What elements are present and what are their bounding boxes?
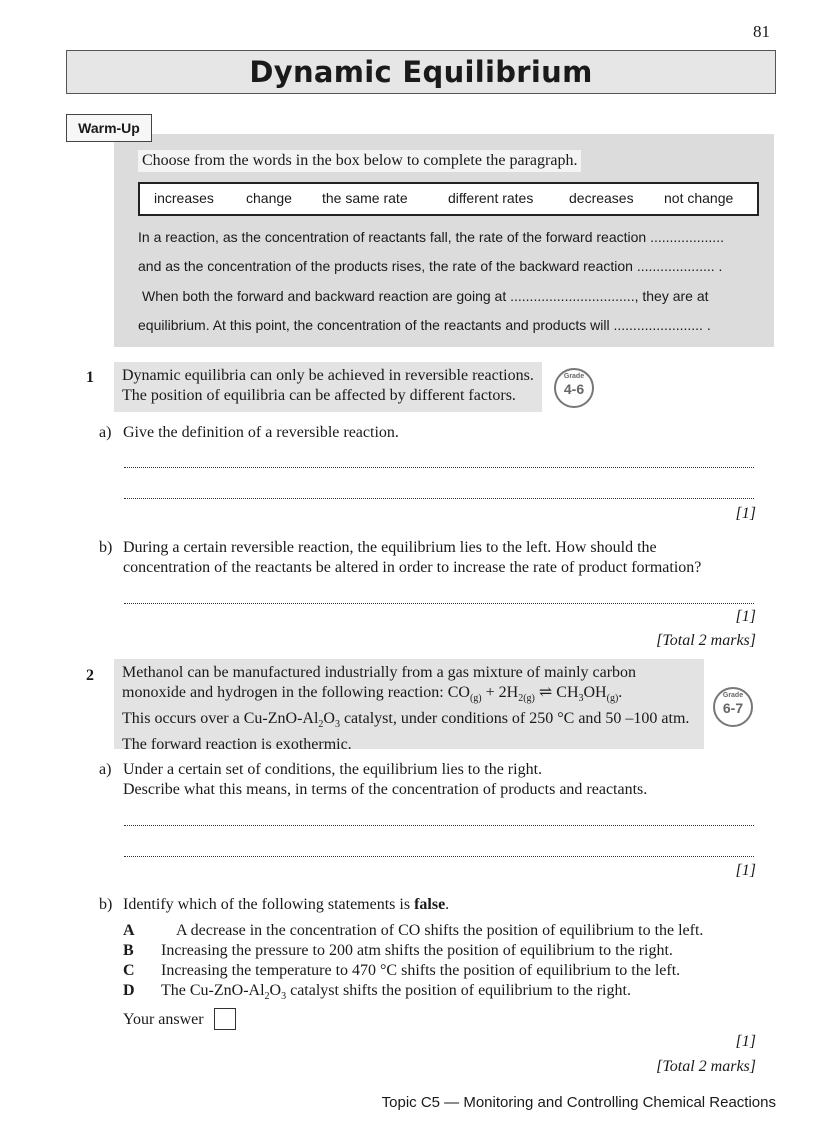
answer-line[interactable]: [124, 601, 754, 604]
mark-2a: [1]: [735, 862, 756, 879]
word-option: decreases: [569, 190, 634, 206]
answer-line[interactable]: [124, 496, 754, 499]
answer-line[interactable]: [124, 465, 754, 468]
mark-1a: [1]: [735, 505, 756, 522]
answer-line[interactable]: [124, 823, 754, 826]
answer-label: Your answer: [123, 1011, 204, 1028]
warmup-tab: Warm-Up: [66, 114, 152, 142]
option-letter: C: [123, 962, 135, 979]
question-1b-text: concentration of the reactants be altered in order to increase the rate of product formation?: [123, 559, 702, 576]
mark-2b: [1]: [735, 1033, 756, 1050]
question-2a-text: Describe what this means, in terms of the concentration of products and reactants.: [123, 781, 648, 798]
option-letter: D: [123, 982, 135, 999]
option-letter: B: [123, 942, 134, 959]
total-marks-q2: [Total 2 marks]: [656, 1058, 756, 1075]
question-2a-text: Under a certain set of conditions, the equilibrium lies to the right.: [123, 761, 543, 778]
question-2-intro-line: Methanol can be manufactured industrially from a gas mixture of mainly carbon: [122, 664, 637, 681]
question-2-intro-line: monoxide and hydrogen in the following reaction: $CO_{(g)} + 2H_{2(g)}$ ⇌ $CH_3OH_{(g)}$.: [122, 684, 623, 705]
warmup-instruction: Choose from the words in the box below to complete the paragraph.: [138, 150, 581, 172]
warmup-paragraph-line: equilibrium. At this point, the concentration of the reactants and products will ....................... .: [138, 317, 711, 333]
warmup-paragraph-line: and as the concentration of the products rises, the rate of the backward reaction .................... .: [138, 258, 723, 274]
grade-badge-icon: Grade 6-7: [713, 687, 753, 727]
option-text: The $Cu-ZnO-Al_2O_3$ catalyst shifts the position of equilibrium to the right.: [161, 982, 631, 1003]
question-1b-text: During a certain reversible reaction, the equilibrium lies to the left. How should the: [123, 539, 657, 556]
question-2b-text: Identify which of the following statements is false.: [123, 896, 450, 913]
word-option: different rates: [448, 190, 534, 206]
grade-badge-icon: Grade 4-6: [554, 368, 594, 408]
question-1a-label: a): [99, 424, 112, 441]
question-2-number: 2: [86, 667, 94, 684]
question-2a-label: a): [99, 761, 112, 778]
question-2b-label: b): [99, 896, 113, 913]
option-text: Increasing the temperature to 470 °C shifts the position of equilibrium to the left.: [161, 962, 681, 979]
question-2-intro: [114, 659, 704, 754]
word-option: not change: [664, 190, 734, 206]
option-text: A decrease in the concentration of CO shifts the position of equilibrium to the left.: [176, 922, 704, 939]
warmup-paragraph-line: In a reaction, as the concentration of reactants fall, the rate of the forward reaction ...................: [138, 229, 724, 245]
question-1b-label: b): [99, 539, 113, 556]
word-box: [138, 182, 759, 216]
option-text: Increasing the pressure to 200 atm shifts the position of equilibrium to the right.: [161, 942, 673, 959]
warmup-paragraph-line: When both the forward and backward reaction are going at ................................, they are at: [142, 288, 709, 304]
footer-topic: Topic C5 — Monitoring and Controlling Chemical Reactions: [381, 1094, 776, 1111]
answer-line[interactable]: [124, 854, 754, 857]
page-title: Dynamic Equilibrium: [66, 50, 776, 94]
question-2-intro-line: The forward reaction is exothermic.: [122, 736, 352, 754]
question-1-intro-line: The position of equilibria can be affected by different factors.: [122, 387, 516, 404]
word-option: the same rate: [322, 190, 408, 206]
total-marks-q1: [Total 2 marks]: [656, 632, 756, 649]
page-number: 81: [753, 22, 770, 41]
option-letter: A: [123, 922, 135, 939]
question-2-intro-line: This occurs over a $Cu-ZnO-Al_2O_3$ catalyst, under conditions of 250 °C and 50 –100 atm.: [122, 710, 690, 731]
word-option: change: [246, 190, 292, 206]
question-1-intro: [114, 362, 542, 412]
mark-1b: [1]: [735, 608, 756, 625]
question-1-intro-line: Dynamic equilibria can only be achieved in reversible reactions.: [122, 367, 534, 384]
answer-box[interactable]: [214, 1008, 236, 1030]
word-option: increases: [154, 190, 214, 206]
question-1a-text: Give the definition of a reversible reaction.: [123, 424, 399, 441]
question-1-number: 1: [86, 369, 94, 386]
